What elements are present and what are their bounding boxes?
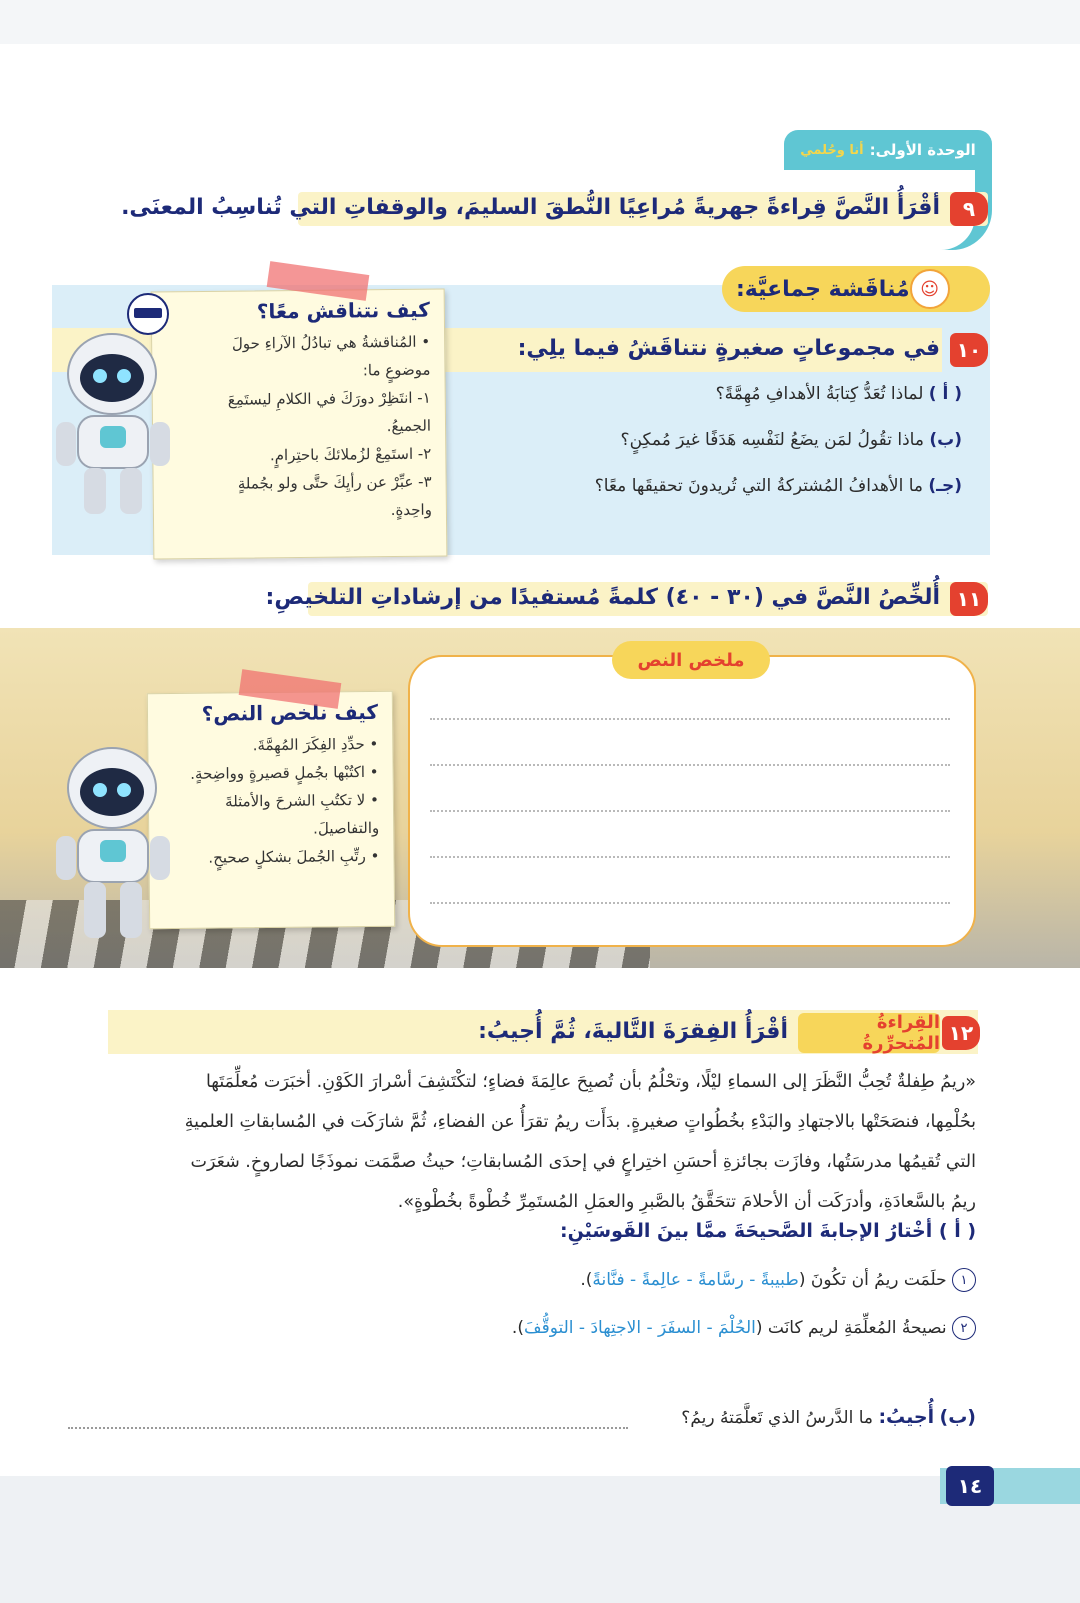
summary-answer-line[interactable] [430,764,950,766]
choice-1-options[interactable]: طبيبةً - رسَّامةً - عالِمةً - فنَّانةً [592,1270,799,1290]
summary-answer-line[interactable] [430,718,950,720]
q10-item-b-text: ماذا تقُولُ لمَن يضَعُ لنَفْسِه هَدَفًا غيرَ مُمكِنٍ؟ [620,430,924,450]
q10-item-b-tag: (ب) [929,430,962,450]
summary-answer-line[interactable] [430,902,950,904]
discussion-tip-line: واحِدةٍ. [390,500,432,520]
robot-illustration [50,292,180,522]
discussion-tip-line: ٣- عبِّرْ عن رأيِكَ حتَّى ولو بجُملةٍ [237,472,432,493]
paragraph-line: التي تُقيمُها مدرسَتُها، وفازَت بجائزةِ أحسَنِ اختِراعٍ في إحدَى المُسابقاتِ؛ حيثُ صمَّمَت نموذَجًا لصاروخٍ. شعَرَت [190,1152,976,1172]
unit-title: الوحدة الأولى: [869,141,976,159]
q9-number: ٩ [950,192,988,226]
q12-part-b [681,1406,976,1428]
summary-title: ملخص النص [612,641,770,679]
paragraph-line: بحُلْمِها، فنصَحَتْها بالاجتهادِ والبَدْءِ بخُطُواتٍ صغيرةٍ. بدَأَت ريمُ تقرَأُ عن الفضاءِ، ثُمَّ شارَكَت في المُسابقاتِ العلميةِ [184,1112,976,1132]
q11-text: أُلخِّصُ النَّصَّ في (٣٠ - ٤٠) كلمةً مُستفيدًا من إرشاداتِ التلخيصِ: [265,585,940,610]
choice-1-stem: حلَمَت ريمُ أن تكُونَ ( [798,1270,947,1290]
page-number: ١٤ [946,1466,994,1506]
q12-part-b-label: أُجيبُ: [878,1406,935,1428]
summary-tip-line: والتفاصيلَ. [313,818,380,838]
paragraph-line: «ريمُ طِفلةٌ تُحِبُّ النَّظَرَ إلى السماءِ ليْلًا، وتحْلُمُ بأن تُصبِحَ عالِمَةَ فضاءٍ؛ لتكْتَشِفَ أسْرارَ الكَوْنِ. أخبَرَت مُعلِّمَتَها [205,1072,976,1092]
q12-part-a-text: أخْتارُ الإجابةَ الصَّحيحَةَ ممَّا بينَ القَوسَيْنِ: [559,1220,933,1242]
discussion-tip-line: موضوعٍ ما: [362,360,431,380]
summary-answer-line[interactable] [430,810,950,812]
q10-item-b [621,430,962,450]
q10-item-a-tag: ( أ ) [928,384,962,404]
discussion-tip-line: • المُناقشةُ هي تبادُلُ الآراءِ حولَ [231,332,431,353]
summary-tip-line: • لا تكتُبِ الشرحَ والأمثلةَ [225,790,379,811]
q10-item-a [716,384,962,404]
q10-item-a-text: لماذا تُعَدُّ كِتابَةُ الأهدافِ مُهِمَّةً؟ [715,384,924,404]
choice-1-number: ١ [952,1268,976,1292]
choice-1-close: ). [580,1270,593,1290]
q10-text: في مجموعاتٍ صغيرةٍ نتناقَشُ فيما يلِي: [517,336,940,361]
summary-tip-line: • حدِّدِ الفِكَرَ المُهِمَّةَ. [252,734,379,755]
q12-part-a [560,1220,976,1242]
paragraph-line: ريمُ بالسَّعادَةِ، وأدرَكَت أن الأحلامَ تتحَقَّقُ بالصَّبرِ والعمَلِ المُستَمِرِّ خُطْوةً بخُطْوةٍ». [397,1192,976,1212]
unit-tab [784,130,992,170]
q10-item-c [595,476,962,496]
summary-answer-line[interactable] [430,856,950,858]
robot-illustration [50,716,180,946]
q11-number: ١١ [950,582,988,616]
q9-text: أقْرَأُ النَّصَّ قِراءةً جهريةً مُراعِيًا النُّطقَ السليمَ، والوقفاتِ التي تُناسِبُ المعنَى. [121,195,940,220]
reading-paragraph [58,1062,976,1222]
summary-tip-line: • رتِّبِ الجُملَ بشكلٍ صحيحٍ. [208,846,380,867]
q12-choice-2 [512,1316,976,1340]
q12-section-tag: القِراءةُ المُتحرِّرةُ [798,1013,940,1053]
q12-number: ١٢ [942,1016,980,1050]
discussion-tip-line: ١- انتَظِرْ دورَكَ في الكلامِ ليستَمِعَ [227,388,431,409]
summary-tip-line: • اكتُبْها بجُملٍ قصيرةٍ وواضِحةٍ. [190,762,379,783]
discussion-tip-line: الجميعُ. [386,416,432,436]
choice-2-close: ). [511,1318,524,1338]
q12-text: أقْرَأُ الفِقرَةَ التَّاليةَ، ثُمَّ أُجيبُ: [478,1019,788,1044]
discussion-label: مُناقَشة جماعيَّة: [736,276,910,302]
unit-subtitle: أنا وحُلمي [800,142,864,158]
q10-item-c-tag: (جـ) [928,476,962,496]
bottom-margin [0,1476,1080,1603]
discussion-tip-line: ٢- استَمِعْ لزُملائكَ باحتِرامٍ. [269,444,432,465]
discussion-tips-note [151,288,448,559]
q12-part-a-tag: ( أ ) [938,1220,976,1242]
part-b-answer-line[interactable] [68,1427,628,1429]
discussion-tips-title: كيف نتناقش معًا؟ [256,297,430,324]
summary-tips-title: كيف نلخص النص؟ [201,699,379,726]
group-people-icon: ☺ [910,269,950,309]
group-discussion-pill [722,266,990,312]
q12-part-b-text: ما الدَّرسُ الذي تَعلَّمَتهُ ريمُ؟ [681,1408,874,1428]
q12-part-b-tag: (ب) [939,1406,976,1428]
choice-2-options[interactable]: الحُلْمَ - السفَرَ - الاجتِهادَ - التوقُّفَ [523,1318,756,1338]
q12-choice-1 [580,1268,976,1292]
summary-tips-note [147,691,395,930]
q10-number: ١٠ [950,333,988,367]
q10-item-c-text: ما الأهدافُ المُشتركةُ التي تُريدونَ تحقيقَها معًا؟ [594,476,923,496]
choice-2-number: ٢ [952,1316,976,1340]
choice-2-stem: نصيحةُ المُعلِّمَةِ لريم كانَت ( [755,1318,947,1338]
